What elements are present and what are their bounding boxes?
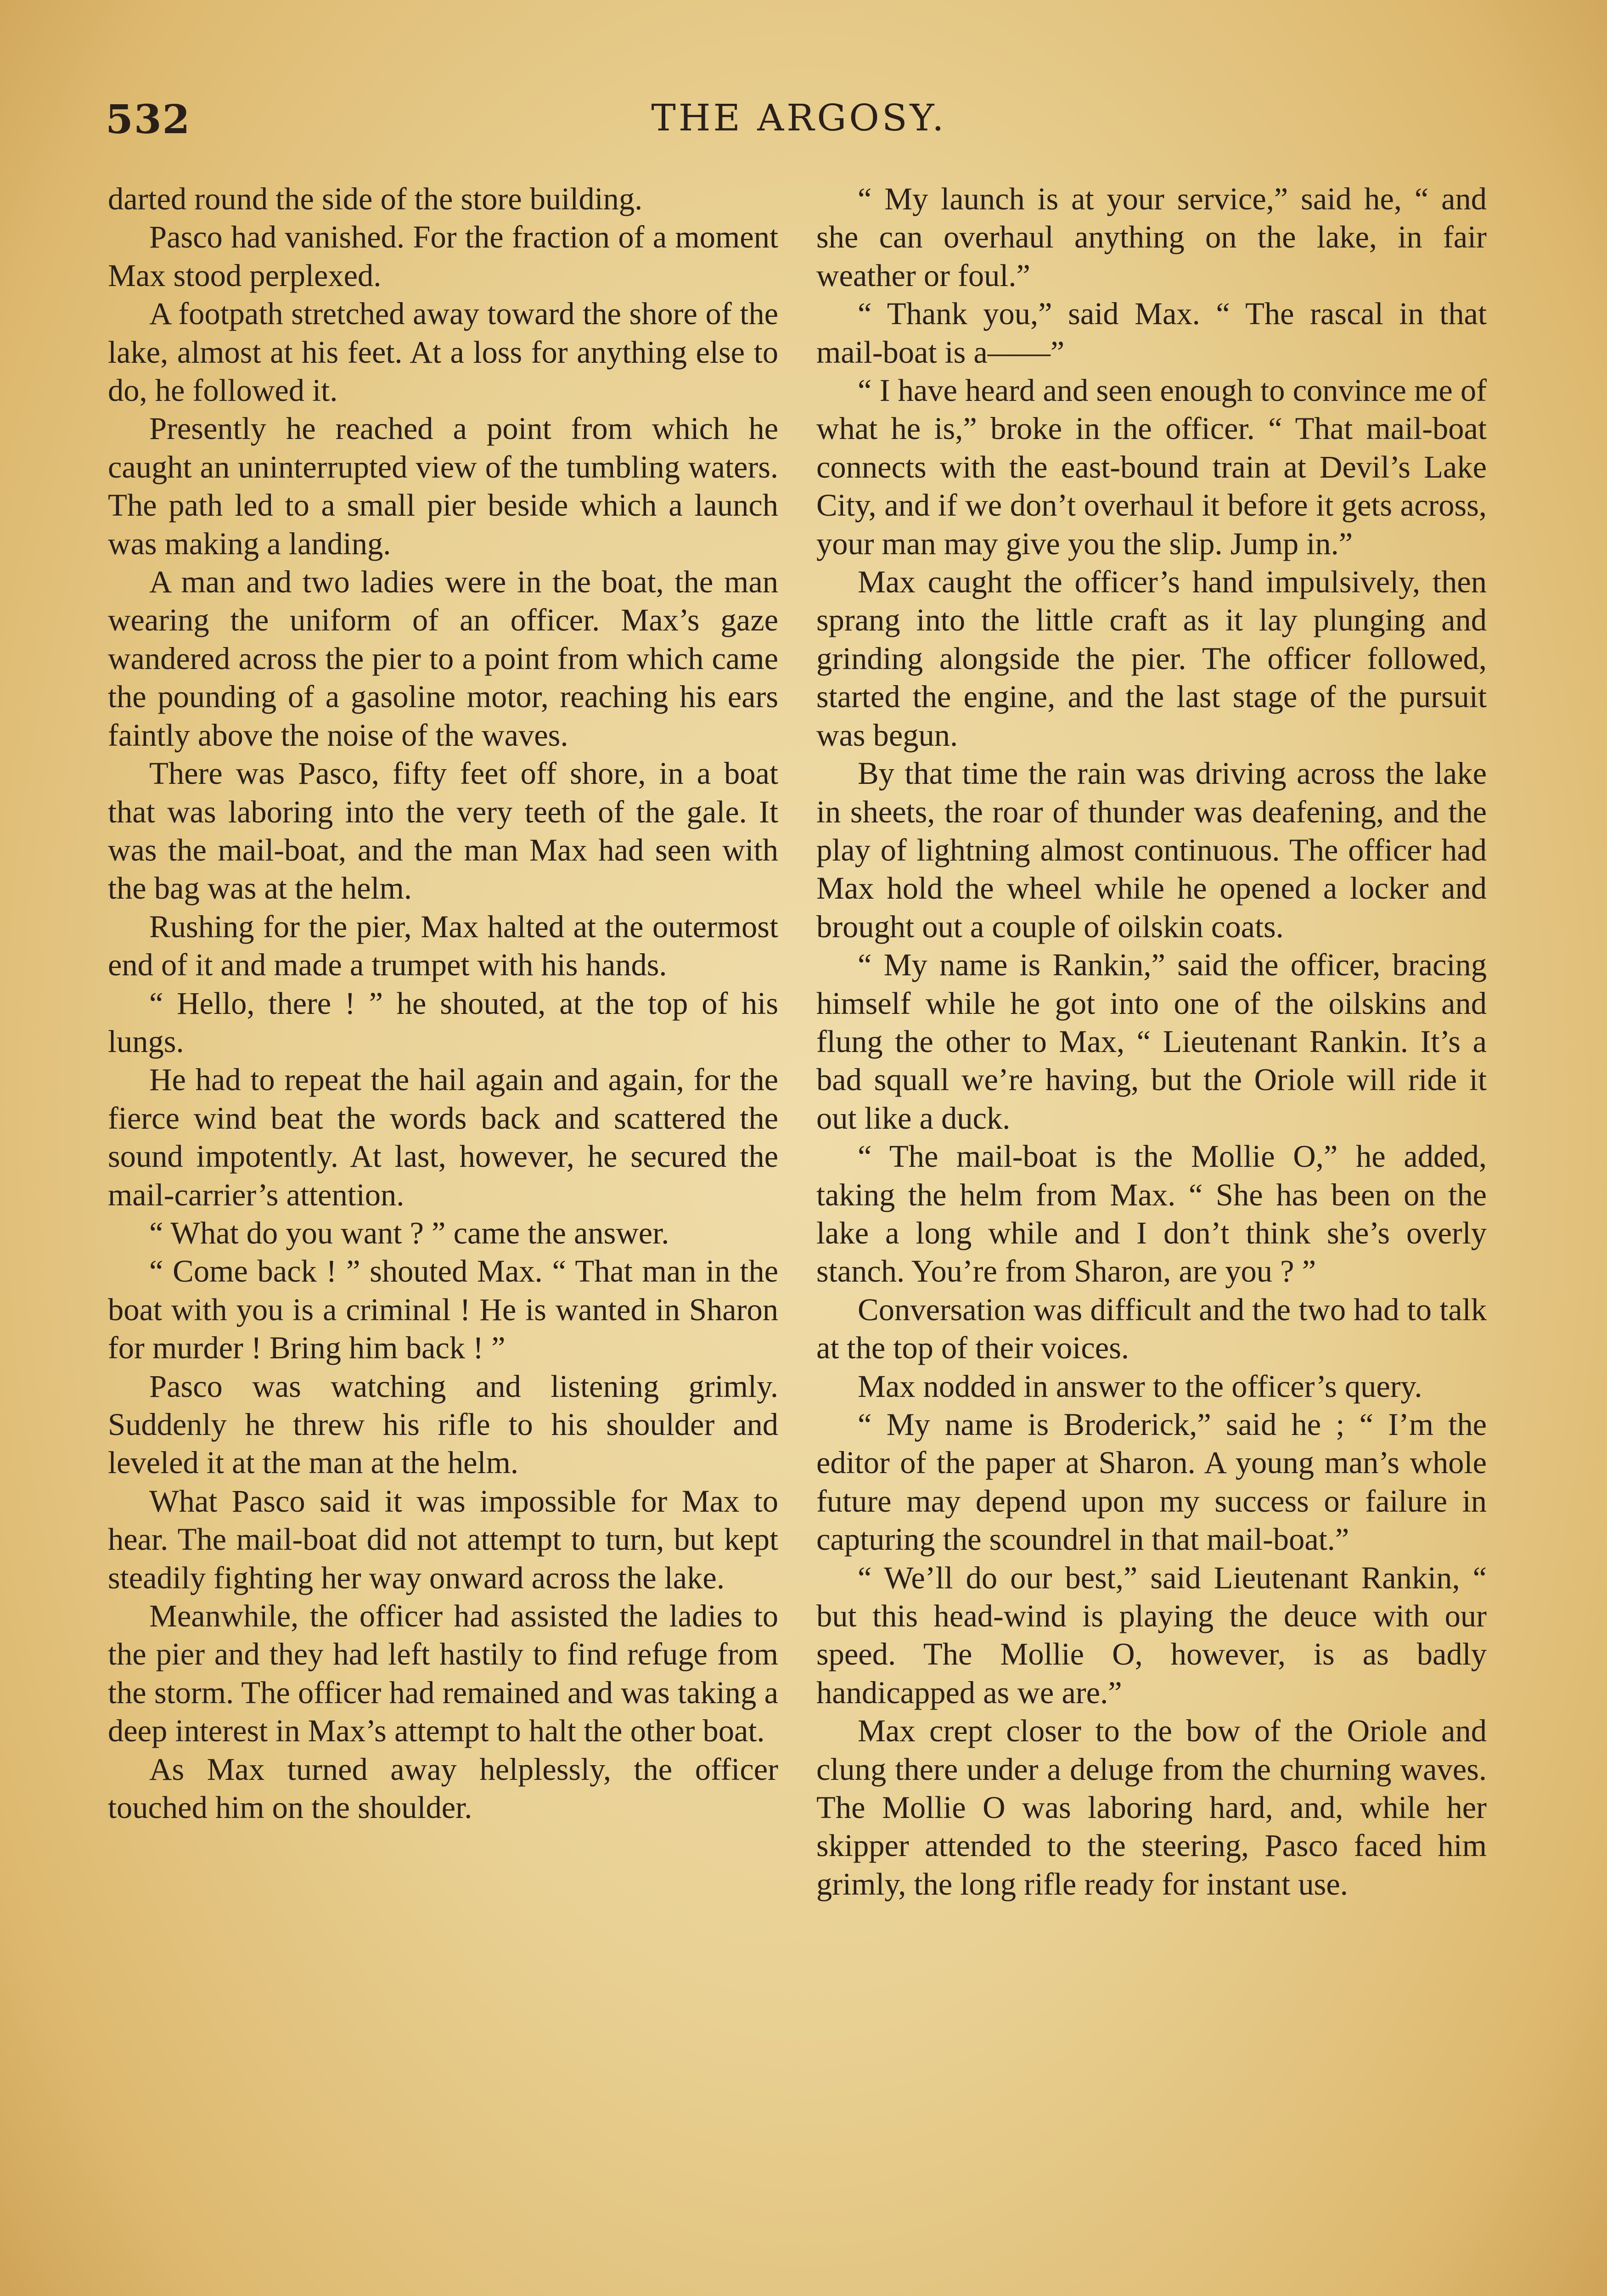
right-column — [816, 180, 1487, 1903]
paragraph: “ What do you want ? ” came the answer. — [149, 1215, 669, 1250]
page-number: 532 — [106, 96, 191, 143]
paragraph: “ My launch is at your service,” said he, “ and she can overhaul anything on the lake, in fair weather or foul.” — [816, 181, 1487, 293]
paragraph: Pasco was watching and listening grimly. Suddenly he threw his rifle to his shoulder and leveled it at the man at the helm. — [108, 1368, 778, 1480]
paragraph: “ The mail-boat is the Mollie O,” he added, taking the helm from Max. “ She has been on the lake a long while and I don’t think she’s overly stanch. You’re from Sharon, are you ? ” — [816, 1139, 1487, 1289]
paragraph: By that time the rain was driving across the lake in sheets, the roar of thunder was deafening, and the play of lightning almost continuous. The officer had Max hold the wheel while he opened a locker and brought out a couple of oilskin coats. — [816, 756, 1487, 944]
running-title: THE ARGOSY. — [651, 96, 947, 139]
paragraph: Max crept closer to the bow of the Oriole and clung there under a deluge from the churning waves. The Mollie O was laboring hard, and, while her skipper attended to the steering, Pasco faced him grimly, the long rifle ready for instant use. — [816, 1713, 1487, 1902]
paragraph: “ We’ll do our best,” said Lieutenant Rankin, “ but this head-wind is playing the deuce with our speed. The Mollie O, however, is as badly handicapped as we are.” — [816, 1560, 1487, 1710]
paragraph: Conversation was difficult and the two had to talk at the top of their voices. — [816, 1292, 1487, 1366]
paragraph: As Max turned away helplessly, the officer touched him on the shoulder. — [108, 1751, 778, 1825]
paragraph: There was Pasco, fifty feet off shore, in a boat that was laboring into the very teeth of the gale. It was the mail-boat, and the man Max had seen with the bag was at the helm. — [108, 756, 778, 906]
paragraph: A footpath stretched away toward the shore of the lake, almost at his feet. At a loss for anything else to do, he followed it. — [108, 296, 778, 408]
paragraph: “ Hello, there ! ” he shouted, at the top of his lungs. — [108, 985, 778, 1059]
paragraph: “ Come back ! ” shouted Max. “ That man in the boat with you is a criminal ! He is wanted in Sharon for murder ! Bring him back ! ” — [108, 1254, 778, 1366]
paragraph: “ My name is Rankin,” said the officer, bracing himself while he got into one of the oilskins and flung the other to Max, “ Lieutenant Rankin. It’s a bad squall we’re having, but the Oriole will ride it out like a duck. — [816, 947, 1487, 1136]
paragraph: Pasco had vanished. For the fraction of a moment Max stood perplexed. — [108, 219, 778, 293]
paragraph: Presently he reached a point from which he caught an uninterrupted view of the tumbling waters. The path led to a small pier beside which a launch was making a landing. — [108, 411, 778, 561]
paragraph: Meanwhile, the officer had assisted the ladies to the pier and they had left hastily to find refuge from the storm. The officer had remained and was taking a deep interest in Max’s attempt to halt the other boat. — [108, 1598, 778, 1749]
page-header — [106, 87, 1492, 156]
paragraph: “ My name is Broderick,” said he ; “ I’m the editor of the paper at Sharon. A young man’s whole future may depend upon my success or failure in capturing the scoundrel in that mail-boat.” — [816, 1407, 1487, 1557]
paragraph: What Pasco said it was impossible for Max to hear. The mail-boat did not attempt to turn, but kept steadily fighting her way onward across the lake. — [108, 1483, 778, 1595]
paragraph: Rushing for the pier, Max halted at the outermost end of it and made a trumpet with his hands. — [108, 909, 778, 983]
paragraph: “ Thank you,” said Max. “ The rascal in that mail-boat is a——” — [816, 296, 1487, 370]
paragraph: darted round the side of the store building. — [108, 181, 643, 216]
paragraph: He had to repeat the hail again and again, for the fierce wind beat the words back and scattered the sound impotently. At last, however, he secured the mail-carrier’s attention. — [108, 1062, 778, 1212]
paragraph: “ I have heard and seen enough to convince me of what he is,” broke in the officer. “ That mail-boat connects with the east-bound train at Devil’s Lake City, and if we don’t overhaul it before it gets across, your man may give you the slip. Jump in.” — [816, 373, 1487, 561]
paragraph: A man and two ladies were in the boat, the man wearing the uniform of an officer. Max’s gaze wandered across the pier to a point from which came the pounding of a gasoline motor, reaching his ears faintly above the noise of the waves. — [108, 564, 778, 753]
paragraph: Max caught the officer’s hand impulsively, then sprang into the little craft as it lay plunging and grinding alongside the pier. The officer followed, started the engine, and the last stage of the pursuit was begun. — [816, 564, 1487, 753]
paragraph: Max nodded in answer to the officer’s query. — [858, 1368, 1422, 1404]
left-column — [108, 180, 778, 1827]
